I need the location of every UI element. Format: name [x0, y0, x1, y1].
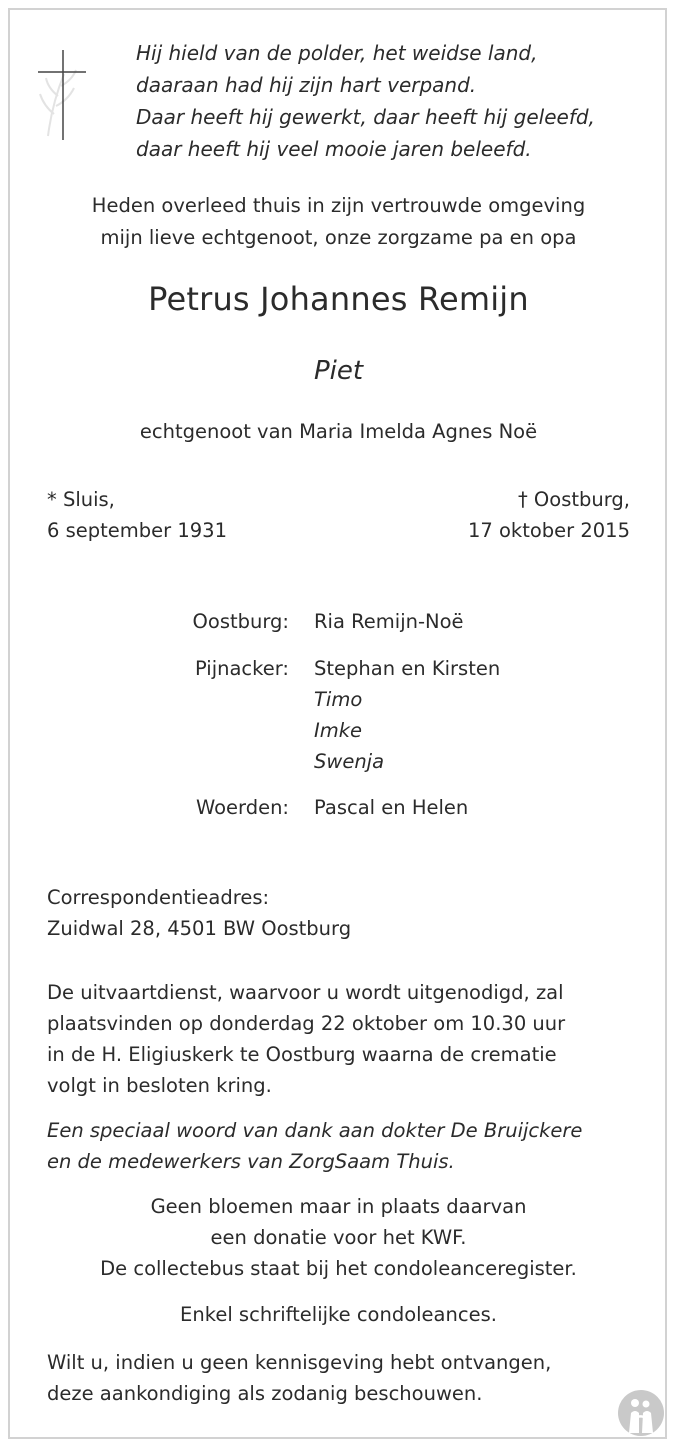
grandchild: Timo — [314, 688, 363, 711]
poem-line: Daar heeft hij gewerkt, daar heeft hij geleefd, — [136, 105, 595, 129]
thanks-line: Een speciaal woord van dank aan dokter De Bruijckere — [47, 1119, 583, 1142]
birth-place: * Sluis, — [47, 488, 115, 511]
intro-line: mijn lieve echtgenoot, onze zorgzame pa en opa — [100, 226, 577, 249]
cross-with-wheat-icon — [30, 44, 94, 144]
memorial-logo-icon — [617, 1389, 665, 1437]
death-place: † Oostburg, — [517, 488, 630, 511]
grandchild: Imke — [314, 719, 363, 742]
donation-text — [0, 1191, 677, 1284]
correspondence-address: Zuidwal 28, 4501 BW Oostburg — [47, 917, 352, 940]
funeral-line: De uitvaartdienst, waarvoor u wordt uitgenodigd, zal — [47, 981, 564, 1004]
donation-line: een donatie voor het KWF. — [210, 1226, 467, 1249]
correspondence — [47, 882, 351, 944]
intro-text — [0, 190, 677, 254]
condolences-text: Enkel schriftelijke condoleances. — [180, 1303, 497, 1326]
notice-line: Wilt u, indien u geen kennisgeving hebt ontvangen, — [47, 1351, 552, 1374]
death-date: 17 oktober 2015 — [467, 519, 630, 542]
family-member: Stephan en Kirsten — [314, 657, 501, 680]
poem-line: daaraan had hij zijn hart verpand. — [136, 73, 477, 97]
family-place: Oostburg: — [192, 610, 289, 633]
poem — [136, 37, 595, 165]
notice-line: deze aankondiging als zodanig beschouwen. — [47, 1382, 483, 1405]
funeral-line: in de H. Eligiuskerk te Oostburg waarna de crematie — [47, 1043, 557, 1066]
thanks-text — [47, 1115, 582, 1177]
funeral-line: plaatsvinden op donderdag 22 oktober om 10.30 uur — [47, 1012, 566, 1035]
deceased-name: Petrus Johannes Remijn — [148, 280, 529, 318]
birth-date: 6 september 1931 — [47, 519, 227, 542]
poem-line: Hij hield van de polder, het weidse land, — [136, 41, 538, 65]
funeral-info — [47, 977, 565, 1101]
family-names — [314, 653, 500, 777]
poem-line: daar heeft hij veel mooie jaren beleefd. — [136, 137, 532, 161]
funeral-line: volgt in besloten kring. — [47, 1074, 272, 1097]
correspondence-label: Correspondentieadres: — [47, 886, 270, 909]
donation-line: De collectebus staat bij het condoleanceregister. — [100, 1257, 577, 1280]
family-place: Pijnacker: — [194, 657, 289, 680]
birth-info — [47, 484, 227, 546]
death-info — [468, 484, 630, 546]
family-names: Ria Remijn-Noë — [314, 610, 464, 633]
spouse-line: echtgenoot van Maria Imelda Agnes Noë — [139, 420, 538, 443]
grandchild: Swenja — [314, 750, 385, 773]
notice-text — [47, 1347, 551, 1409]
donation-line: Geen bloemen maar in plaats daarvan — [150, 1195, 527, 1218]
family-place: Woerden: — [195, 796, 289, 819]
thanks-line: en de medewerkers van ZorgSaam Thuis. — [47, 1150, 455, 1173]
deceased-nickname: Piet — [313, 356, 364, 386]
family-names: Pascal en Helen — [314, 796, 469, 819]
intro-line: Heden overleed thuis in zijn vertrouwde omgeving — [91, 194, 586, 217]
